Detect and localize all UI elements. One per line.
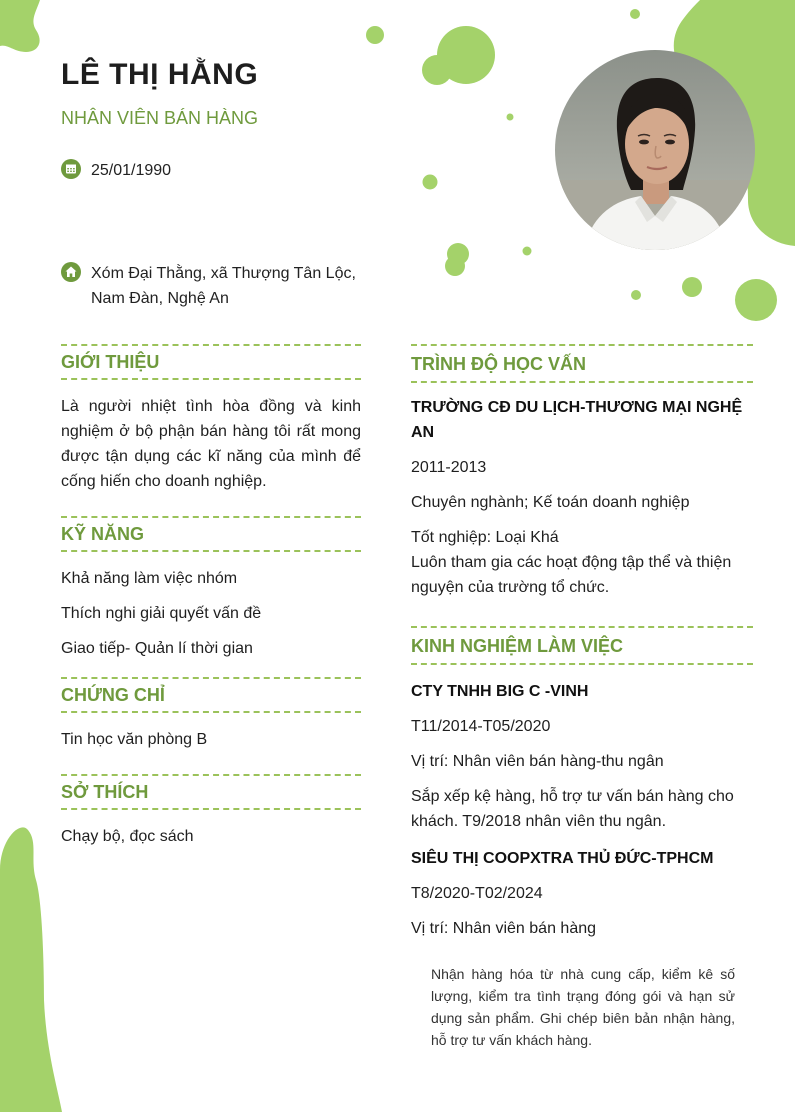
job-position: Vị trí: Nhân viên bán hàng [411,920,597,937]
education-grade: Tốt nghiệp: Loại Khá [411,529,559,546]
birthdate-text: 25/01/1990 [91,162,172,179]
skills-heading: KỸ NĂNG [61,516,361,552]
dot [630,9,640,19]
job-description: Sắp xếp kệ hàng, hỗ trợ tư vấn bán hàng cho khách. T9/2018 nhân viên thu ngân. [411,788,734,830]
intro-text: Là người nhiệt tình hòa đồng và kinh nghiệm ở bộ phận bán hàng tôi rất mong được tận dụng các kĩ năng của mình để cống hiến cho doanh nghiệp. [61,398,361,490]
job-company: CTY TNHH BIG C -VINH [411,683,589,700]
dot [735,279,777,321]
hobby-item: Chạy bộ, đọc sách [61,828,194,845]
hobbies-section [61,774,361,849]
calendar-icon [61,159,81,179]
candidate-name: LÊ THỊ HẰNG [61,58,259,91]
dot [445,256,465,276]
left-column [61,344,361,849]
dot [631,290,641,300]
dot [523,247,532,256]
job-entry [411,846,753,1051]
hobbies-heading: SỞ THÍCH [61,774,361,810]
job-position: Vị trí: Nhân viên bán hàng-thu ngân [411,753,664,770]
experience-section [411,626,753,1051]
bottom-left-blob [0,827,62,1112]
avatar [555,50,755,250]
certificates-heading: CHỨNG CHỈ [61,677,361,713]
skill-item: Giao tiếp- Quản lí thời gian [61,640,253,657]
education-activity: Luôn tham gia các hoạt động tập thể và thiện nguyện của trường tổ chức. [411,554,732,596]
address-line-2: Nam Đàn, Nghệ An [91,290,229,307]
right-column [411,344,753,1051]
education-major: Chuyên nghành; Kế toán doanh nghiệp [411,494,690,511]
experience-heading: KINH NGHIỆM LÀM VIỆC [411,626,753,665]
avatar-photo [555,50,755,250]
job-entry [411,679,753,834]
home-icon [61,262,81,282]
job-period: T11/2014-T05/2020 [411,718,551,735]
education-period: 2011-2013 [411,459,487,476]
address-line-1: Xóm Đại Thằng, xã Thượng Tân Lộc, [91,265,356,282]
intro-heading: GIỚI THIỆU [61,344,361,380]
job-description: Nhận hàng hóa từ nhà cung cấp, kiểm kê số lượng, kiểm tra tình trạng đóng gói và hạn sử dụng sản phẩm. Ghi chép biên bản nhận hàng, hỗ trợ tư vấn khách hàng. [431,966,735,1048]
certificates-section [61,677,361,752]
address-text [91,261,356,311]
dot [507,114,514,121]
job-company: SIÊU THỊ COOPXTRA THỦ ĐỨC-TPHCM [411,850,714,867]
address-row [61,261,356,311]
certificate-item: Tin học văn phòng B [61,731,208,748]
dot [366,26,384,44]
skill-item: Thích nghi giải quyết vấn đề [61,605,262,622]
school-name: TRƯỜNG CĐ DU LỊCH-THƯƠNG MẠI NGHỆ AN [411,399,743,441]
job-period: T8/2020-T02/2024 [411,885,543,902]
dot [423,175,438,190]
education-section [411,344,753,600]
skills-section [61,516,361,661]
education-heading: TRÌNH ĐỘ HỌC VẤN [411,344,753,383]
intro-section [61,344,361,494]
top-left-blob [0,0,40,52]
candidate-role: NHÂN VIÊN BÁN HÀNG [61,108,259,128]
birthdate-row [61,158,171,183]
dot [682,277,702,297]
dot [422,55,452,85]
skill-item: Khả năng làm việc nhóm [61,570,238,587]
